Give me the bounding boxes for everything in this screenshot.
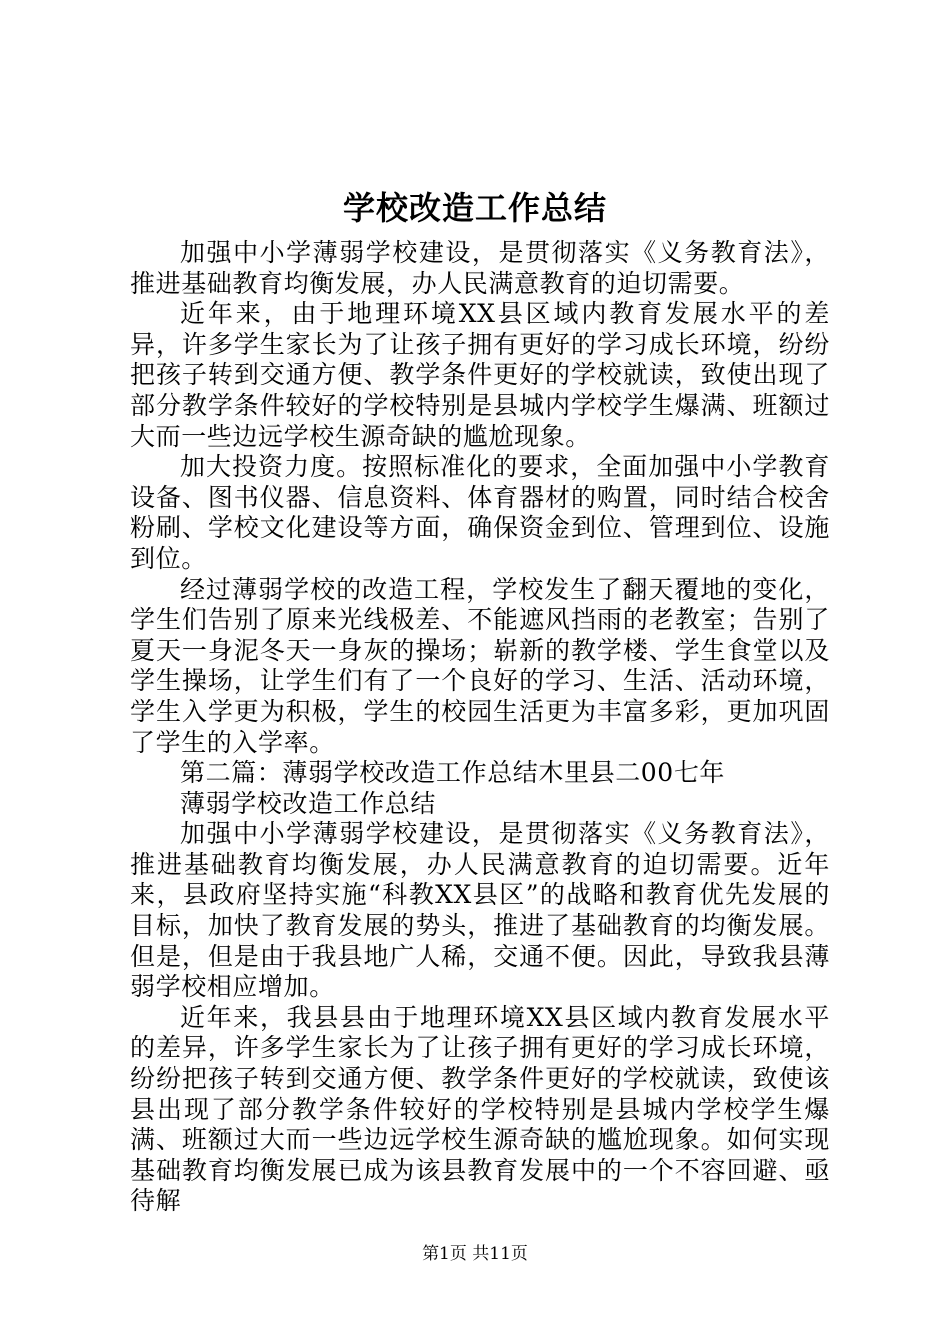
paragraph: 加强中小学薄弱学校建设，是贯彻落实《义务教育法》，推进基础教育均衡发展，办人民满意教育的迫切需要。近年来，县政府坚持实施“科教XX县区”的战略和教育优先发展的目标，加快了教育发展的势头，推进了基础教育的均衡发展。但是，但是由于我县地广人稀，交通不便。因此，导致我县薄弱学校相应增加。 xyxy=(130,819,830,1002)
page-footer: 第1页 共11页 xyxy=(422,1244,528,1264)
paragraph: 经过薄弱学校的改造工程，学校发生了翻天覆地的变化，学生们告别了原来光线极差、不能遮风挡雨的老教室；告别了夏天一身泥冬天一身灰的操场；崭新的教学楼、学生食堂以及学生操场，让学生们有了一个良好的学习、生活、活动环境，学生入学更为积极，学生的校园生活更为丰富多彩，更加巩固了学生的入学率。 xyxy=(130,574,830,757)
document-title: 学校改造工作总结 xyxy=(342,189,607,227)
paragraph: 加强中小学薄弱学校建设，是贯彻落实《义务教育法》，推进基础教育均衡发展，办人民满意教育的迫切需要。 xyxy=(130,238,830,298)
paragraph: 加大投资力度。按照标准化的要求，全面加强中小学教育设备、图书仪器、信息资料、体育器材的购置，同时结合校舍粉刷、学校文化建设等方面，确保资金到位、管理到位、设施到位。 xyxy=(130,452,830,573)
paragraph: 近年来，由于地理环境XX县区域内教育发展水平的差异，许多学生家长为了让孩子拥有更好的学习成长环境，纷纷把孩子转到交通方便、教学条件更好的学校就读，致使出现了部分教学条件较好的学校特别是县城内学校学生爆满、班额过大而一些边远学校生源奇缺的尴尬现象。 xyxy=(130,299,830,451)
document-body xyxy=(130,238,830,1217)
section-subheading: 薄弱学校改造工作总结 xyxy=(180,788,437,818)
section-heading: 第二篇：薄弱学校改造工作总结木里县二00七年 xyxy=(180,758,726,788)
paragraph: 近年来，我县县由于地理环境XX县区域内教育发展水平的差异，许多学生家长为了让孩子拥有更好的学习成长环境，纷纷把孩子转到交通方便、教学条件更好的学校就读，致使该县出现了部分教学条件较好的学校特别是县城内学校学生爆满、班额过大而一些边远学校生源奇缺的尴尬现象。如何实现基础教育均衡发展已成为该县教育发展中的一个不容回避、亟待解 xyxy=(130,1002,830,1216)
